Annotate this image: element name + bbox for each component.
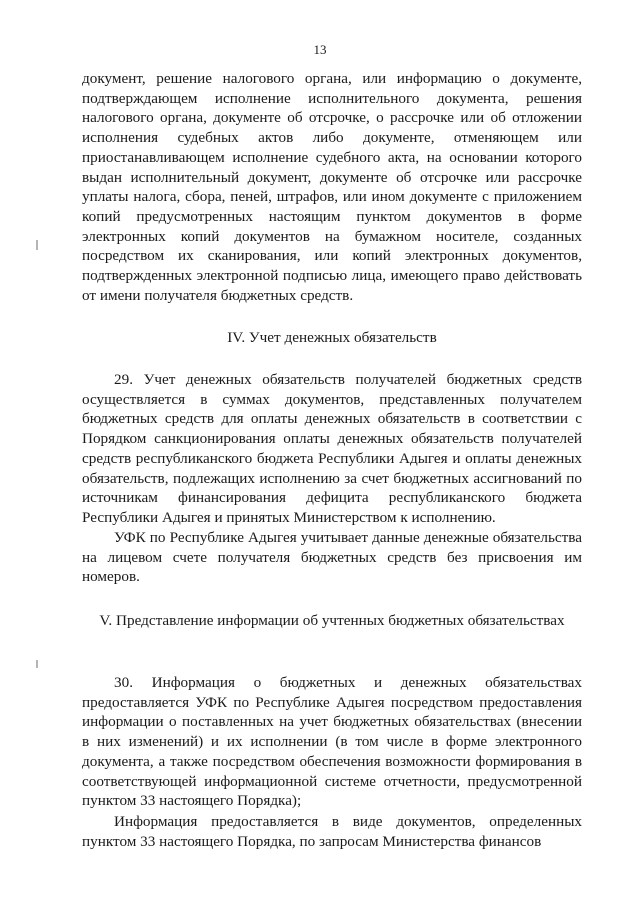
scan-mark: [36, 660, 38, 668]
section-heading-iv: IV. Учет денежных обязательств: [227, 329, 437, 346]
paragraph-29: 29. Учет денежных обязательств получателей бюджетных средств осуществляется в суммах документов, представленных получателем бюджетных средств для оплаты денежных обязательств в соответствии с Порядком санкционирования оплаты денежных обязательств получателей средств республиканского бюджета Республики Адыгея и оплаты денежных обязательств, подлежащих исполнению за счет бюджетных ассигнований по источникам финансирования дефицита республиканского бюджета Республики Адыгея и принятых Министерством к исполнению.: [82, 371, 582, 526]
paragraph-28-continuation: документ, решение налогового органа, или информацию о документе, подтверждающем исполнение исполнительного документа, решения налогового органа, документе об отсрочке, о рассрочке или об отложении исполнения судебных актов либо документе, отменяющем или приостанавливающем исполнение судебного акта, на основании которого выдан исполнительный документ, документе об отсрочке или рассрочке уплаты налога, сбора, пеней, штрафов, или ином документе с приложением копий предусмотренных настоящим пунктом документов в форме электронных копий документов на бумажном носителе, созданных посредством их сканирования, или копий электронных документов, подтвержденных электронной подписью лица, имеющего право действовать от имени получателя бюджетных средств.: [82, 70, 582, 304]
scan-mark: [36, 240, 38, 250]
section-heading-v: V. Представление информации об учтенных бюджетных обязательствах: [99, 612, 565, 629]
paragraph-29-second: УФК по Республике Адыгея учитывает данные денежные обязательства на лицевом счете получателя бюджетных средств без присвоения им номеров.: [82, 529, 582, 586]
paragraph-30-second: Информация предоставляется в виде документов, определенных пунктом 33 настоящего Порядка, по запросам Министерства финансов: [82, 813, 582, 850]
page-number: 13: [313, 42, 327, 57]
paragraph-30: 30. Информация о бюджетных и денежных обязательствах предоставляется УФК по Республике Адыгея посредством предоставления информации о поставленных на учет бюджетных обязательствах (внесении в них изменений) и их исполнении (в том числе в форме электронного документа, а также посредством обеспечения возможности формирования в соответствующей информационной системе отчетности, предусмотренной пунктом 33 настоящего Порядка);: [82, 674, 582, 810]
